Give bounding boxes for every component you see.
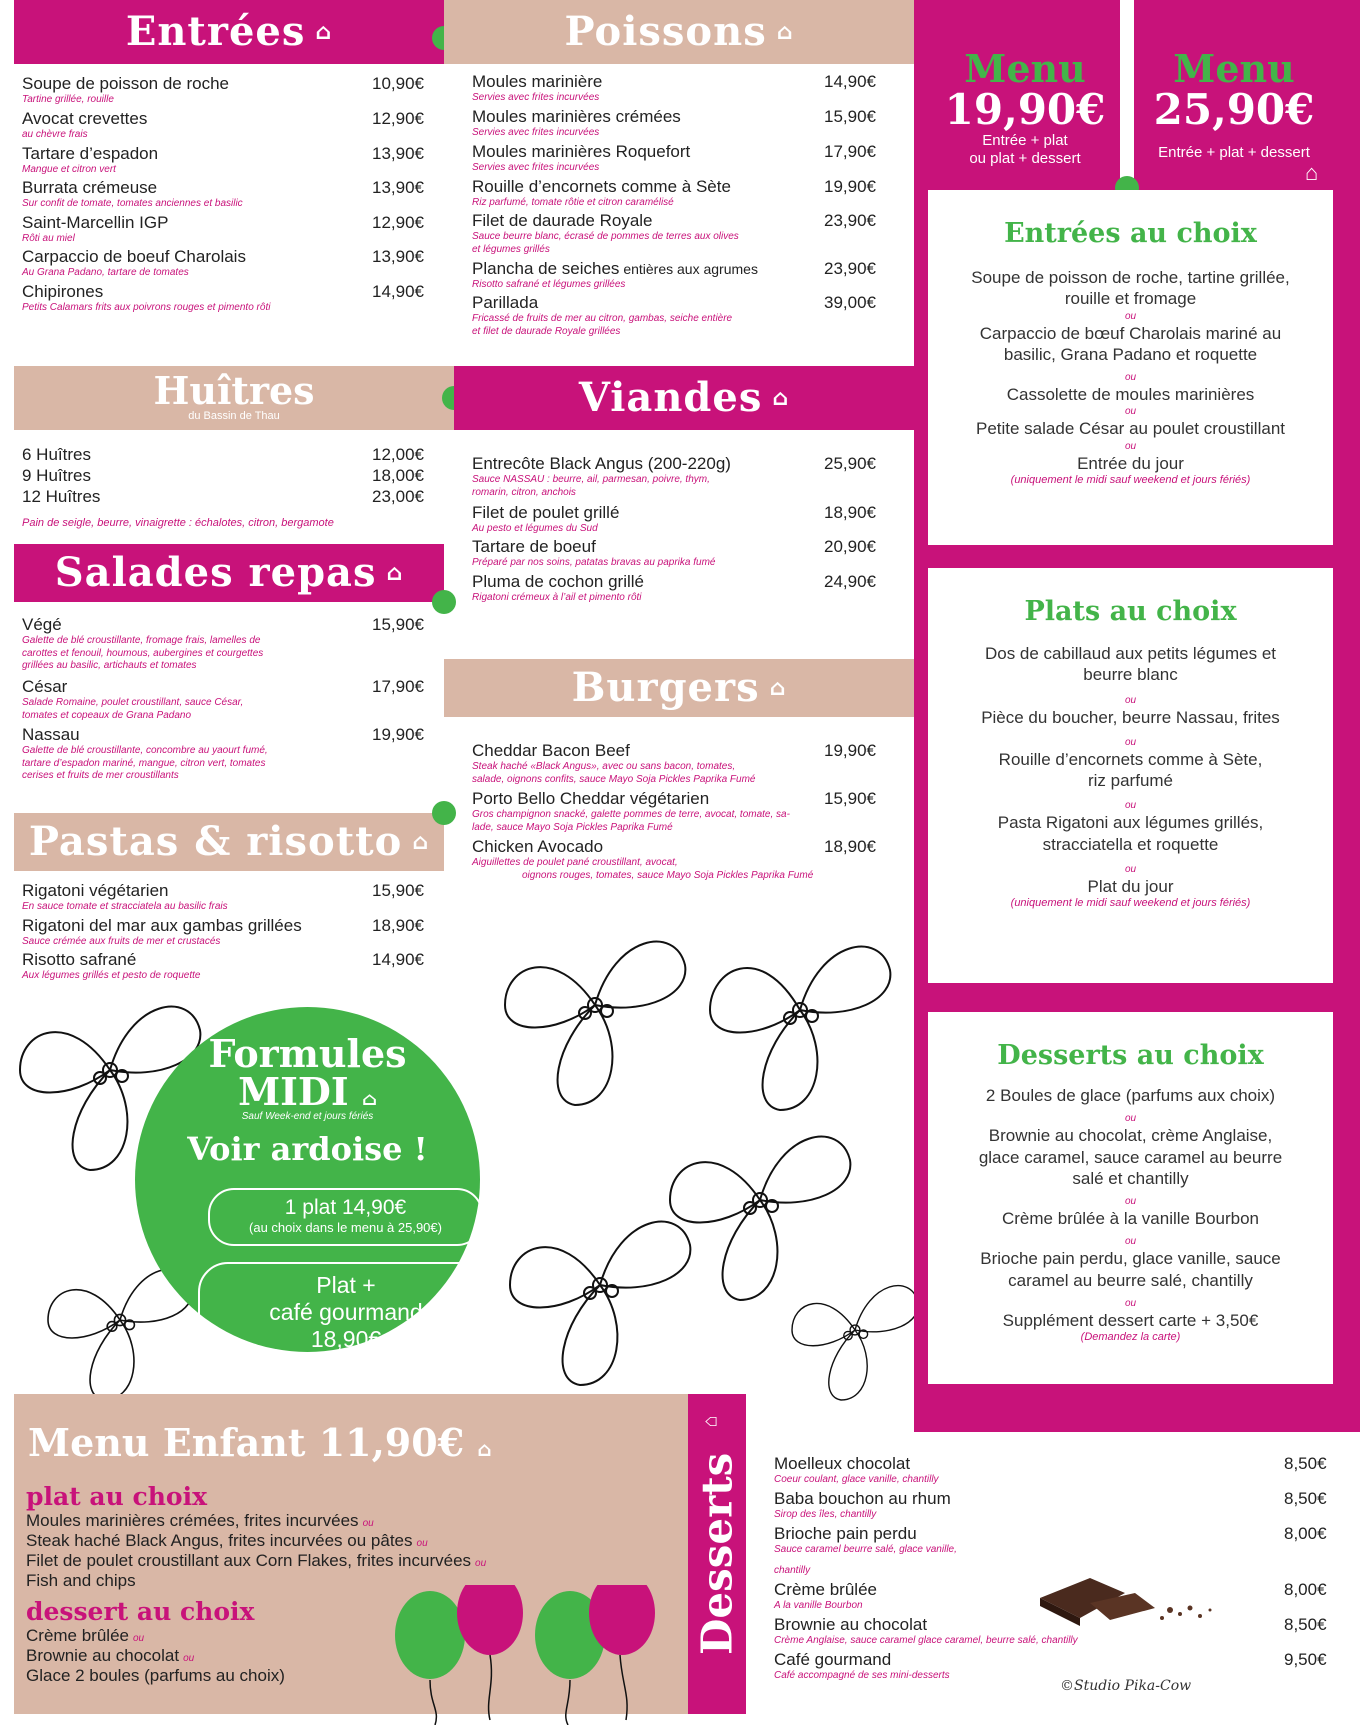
item-name-small: entières aux agrumes — [619, 261, 758, 277]
item-name: Baba bouchon au rhum — [774, 1489, 951, 1508]
pill-line: Plat + — [316, 1272, 376, 1298]
flower — [792, 1286, 914, 1400]
choice-line: Petite salade César au poulet croustillant — [975, 419, 1285, 439]
item-price: 20,90€ — [824, 537, 876, 556]
signature: ©Studio Pika-Cow — [1060, 1678, 1192, 1694]
choice-line: stracciatella et roquette — [1042, 834, 1219, 854]
item-name: Soupe de poisson de roche — [22, 74, 229, 93]
item-name: Tartare d’espadon — [22, 144, 159, 163]
plat-choix-title: plat au choix — [26, 1482, 207, 1511]
choice-line: beurre blanc — [1083, 665, 1178, 685]
menu-item — [22, 466, 432, 486]
separator: ou — [1124, 863, 1137, 875]
item-desc: lade, sauce Mayo Soja Pickles Paprika Fumé — [472, 821, 673, 833]
item-name: Carpaccio de boeuf Charolais — [22, 247, 246, 266]
item-desc: chantilly — [774, 1564, 811, 1576]
item-name: Tartare de boeuf — [472, 537, 596, 556]
separator: ou — [1124, 1297, 1137, 1309]
menu-item — [472, 572, 884, 605]
menu-item — [774, 1454, 1334, 1487]
item-desc: cerises et fruits de mer croustillants — [22, 770, 179, 781]
item-price: 9,50€ — [1284, 1650, 1327, 1669]
item-price: 13,90€ — [372, 144, 424, 163]
separator: ou — [362, 1518, 374, 1529]
item-price: 12,00€ — [372, 445, 424, 464]
item-price: 10,90€ — [372, 74, 424, 93]
item-price: 15,90€ — [372, 881, 424, 900]
kid-item — [26, 1531, 486, 1551]
choice-line: basilic, Grana Padano et roquette — [1003, 344, 1258, 364]
choice-line: Pièce du boucher, beurre Nassau, frites — [981, 707, 1280, 727]
item-name: Brownie au chocolat — [774, 1615, 928, 1634]
choice-note: (Demandez la carte) — [1080, 1331, 1181, 1343]
separator: ou — [1124, 1196, 1137, 1207]
formule-pill-2 — [198, 1262, 494, 1360]
item-desc: Servies avec frites incurvées — [472, 127, 600, 138]
poissons-title: Poissons — [564, 8, 767, 55]
entrees-choix-title: Entrées au choix — [1004, 218, 1257, 249]
separator: ou — [416, 1538, 428, 1549]
huitres-title: Huîtres — [153, 368, 315, 413]
item-desc: Rigatoni crémeux à l’ail et pimento rôti — [472, 592, 642, 603]
separator: ou — [1124, 1236, 1137, 1248]
flower — [670, 1137, 850, 1300]
item-price: 8,00€ — [1284, 1580, 1327, 1599]
separator: ou — [183, 1653, 195, 1664]
separator: ou — [1124, 800, 1137, 812]
item-desc: Rôti au miel — [22, 233, 75, 244]
gluten-free-icon: ⌂ — [1305, 160, 1319, 185]
frame-divider — [1120, 0, 1134, 188]
balloons-illustration — [390, 1585, 660, 1725]
voir-ardoise: Voir ardoise ! — [187, 1130, 428, 1168]
item-price: 8,50€ — [1284, 1454, 1327, 1473]
item-desc: Crème Anglaise, sauce caramel glace caramel, beurre salé, chantilly — [774, 1635, 1078, 1646]
menu-item — [472, 503, 884, 536]
flower — [710, 947, 890, 1110]
kid-item-text: Fish and chips — [26, 1571, 136, 1590]
choice-line: Dos de cabillaud aux petits légumes et — [984, 644, 1277, 663]
item-name: Café gourmand — [774, 1650, 892, 1669]
item-price: 12,90€ — [372, 109, 424, 128]
item-name: 9 Huîtres — [22, 466, 91, 485]
item-desc: Galette de blé croustillante, concombre au yaourt fumé, — [22, 745, 268, 756]
menu-enfant-title — [28, 1420, 492, 1465]
menu-item — [22, 487, 432, 507]
item-desc: et filet de daurade Royale grillées — [472, 325, 621, 337]
menu-item — [472, 741, 884, 786]
huitres-subtitle: du Bassin de Thau — [188, 410, 280, 422]
item-name: César — [22, 677, 68, 696]
balloon — [457, 1585, 523, 1655]
item-desc: Sauce NASSAU : beurre, ail, parmesan, poivre, thym, — [472, 474, 710, 485]
item-desc: Servies avec frites incurvées — [472, 162, 600, 173]
gluten-free-icon: ⌂ — [776, 19, 794, 45]
item-price: 19,90€ — [824, 177, 876, 196]
dessert-choix-title: dessert au choix — [26, 1597, 255, 1626]
kid-item — [26, 1551, 486, 1571]
item-desc: salade, oignons confits, sauce Mayo Soja Pickles Paprika Fumé — [472, 773, 756, 785]
item-desc: Gros champignon snacké, galette pommes de terre, avocat, tomate, sa- — [472, 809, 790, 820]
salades-title: Salades repas — [54, 549, 377, 596]
item-name: Saint-Marcellin IGP — [22, 213, 169, 232]
item-price: 17,90€ — [372, 677, 424, 696]
choice-line: 2 Boules de glace (parfums aux choix) — [985, 1086, 1276, 1105]
item-price: 19,90€ — [824, 741, 876, 760]
item-price: 18,90€ — [824, 837, 876, 856]
item-name: Parillada — [472, 293, 539, 312]
menu-label: Menu — [1173, 46, 1295, 91]
item-price: 24,90€ — [824, 572, 876, 591]
entrees-choix-card — [928, 190, 1333, 545]
plats-choix-title: Plats au choix — [1024, 596, 1237, 627]
choice-line: salé et chantilly — [1072, 1168, 1189, 1188]
choice-note: (uniquement le midi sauf weekend et jours fériés) — [1010, 473, 1251, 486]
item-desc: Sauce crémée aux fruits de mer et crustacés — [22, 936, 221, 947]
item-desc: grillées au basilic, artichauts et tomates — [22, 660, 197, 671]
pill-line: 18,90€ — [310, 1326, 382, 1352]
item-name: Rigatoni del mar aux gambas grillées — [22, 916, 302, 935]
item-name: Brioche pain perdu — [774, 1524, 917, 1543]
item-desc: au chèvre frais — [22, 129, 88, 140]
menu-item — [472, 177, 884, 210]
item-desc: Coeur coulant, glace vanille, chantilly — [774, 1474, 939, 1485]
pill-line: 1 plat 14,90€ — [284, 1196, 407, 1219]
item-name — [472, 259, 884, 279]
item-desc: Au pesto et légumes du Sud — [472, 523, 598, 534]
formule-pill-1 — [208, 1188, 483, 1246]
item-desc: A la vanille Bourbon — [774, 1600, 863, 1611]
menu-item — [22, 213, 432, 246]
item-desc: Sauce beurre blanc, écrasé de pommes de terres aux olives — [472, 231, 739, 242]
item-desc: romarin, citron, anchois — [472, 486, 576, 498]
item-price: 15,90€ — [372, 615, 424, 634]
choice-line: Entrée du jour — [1077, 453, 1184, 473]
separator: ou — [1124, 310, 1137, 322]
menu-item — [472, 293, 884, 338]
item-desc: Sirop des îles, chantilly — [774, 1509, 877, 1520]
menu-item — [22, 725, 432, 783]
menu-item — [774, 1489, 1334, 1522]
gluten-free-icon: ⌂ — [386, 560, 404, 586]
item-price: 23,00€ — [372, 487, 424, 506]
choice-line: Plat du jour — [1087, 876, 1174, 896]
separator: ou — [1124, 440, 1137, 452]
item-name: Porto Bello Cheddar végétarien — [472, 789, 710, 808]
salades-header — [14, 544, 444, 602]
item-price: 13,90€ — [372, 247, 424, 266]
kid-item-text: Filet de poulet croustillant aux Corn Flakes, frites incurvées — [26, 1551, 472, 1570]
menu-item — [472, 107, 884, 140]
balloon — [395, 1591, 465, 1679]
menu-item — [22, 445, 432, 465]
gluten-free-icon: ⌂ — [412, 829, 430, 855]
poissons-header — [444, 0, 914, 64]
kid-item-text: Crème brûlée — [26, 1626, 129, 1645]
item-desc: et légumes grillés — [472, 243, 550, 255]
item-price: 18,90€ — [372, 916, 424, 935]
item-name: Filet de poulet grillé — [472, 503, 620, 522]
item-name: Burrata crémeuse — [22, 178, 158, 197]
gluten-free-icon: ⌂ — [361, 1089, 377, 1110]
desserts-choix-title: Desserts au choix — [997, 1040, 1264, 1071]
item-price: 14,90€ — [372, 282, 424, 301]
pastas-title: Pastas & risotto — [28, 818, 403, 865]
kid-item-text: Steak haché Black Angus, frites incurvées ou pâtes — [26, 1531, 413, 1550]
menu-label: Menu — [964, 46, 1086, 91]
item-name: Pluma de cochon grillé — [472, 572, 644, 591]
separator: ou — [133, 1633, 145, 1644]
menu-item — [22, 615, 432, 673]
plats-choix-card — [928, 568, 1333, 983]
flower — [510, 1222, 690, 1385]
item-desc: Salade Romaine, poulet croustillant, sauce César, — [22, 697, 244, 708]
item-price: 19,90€ — [372, 725, 424, 744]
item-name: Moules marinière — [472, 72, 603, 91]
item-price: 15,90€ — [824, 107, 876, 126]
item-name: Rigatoni végétarien — [22, 881, 169, 900]
green-dot — [432, 590, 456, 614]
item-name: Filet de daurade Royale — [472, 211, 653, 230]
item-name-main: Plancha de seiches — [472, 259, 620, 278]
menu-1990 — [930, 46, 1120, 168]
pill-line: café gourmand — [269, 1299, 423, 1325]
choice-line: Rouille d’encornets comme à Sète, — [998, 749, 1263, 769]
item-price: 13,90€ — [372, 178, 424, 197]
item-desc: Sauce caramel beurre salé, glace vanille, — [774, 1544, 957, 1555]
green-dot — [432, 801, 456, 825]
item-price: 18,00€ — [372, 466, 424, 485]
item-desc: Mangue et citron vert — [22, 164, 116, 175]
item-desc: Aux légumes grillés et pesto de roquette — [22, 970, 201, 981]
kid-item — [26, 1511, 486, 1531]
kid-item-text: Brownie au chocolat — [26, 1646, 180, 1665]
item-name: Végé — [22, 615, 62, 634]
desserts-vertical-header — [688, 1394, 746, 1714]
desserts-title: Desserts — [692, 1452, 742, 1656]
choice-line: glace caramel, sauce caramel au beurre — [978, 1147, 1283, 1167]
item-name: Nassau — [22, 725, 80, 744]
item-desc: Tartine grillée, rouille — [22, 94, 114, 105]
menu-item — [774, 1650, 1334, 1683]
separator: ou — [1124, 406, 1137, 418]
menu-item — [22, 282, 432, 315]
menu-item — [472, 537, 884, 570]
menu-item — [472, 789, 884, 834]
item-price: 17,90€ — [824, 142, 876, 161]
menu-item — [22, 144, 432, 177]
item-desc: Aiguillettes de poulet pané croustillant, avocat, — [472, 857, 678, 868]
item-price: 8,50€ — [1284, 1489, 1327, 1508]
separator: ou — [1124, 736, 1137, 748]
menu-line: ou plat + dessert — [969, 150, 1081, 168]
kid-item-text: Glace 2 boules (parfums au choix) — [26, 1666, 285, 1685]
choice-line: rouille et fromage — [1064, 289, 1197, 309]
menu-item — [472, 259, 884, 292]
item-name: Moules marinières Roquefort — [472, 142, 691, 161]
huitres-header — [14, 366, 454, 430]
item-desc: tartare d’espadon mariné, mangue, citron vert, tomates — [22, 757, 266, 769]
menu-item — [472, 454, 884, 499]
separator: ou — [1124, 694, 1137, 706]
item-desc: Steak haché «Black Angus», avec ou sans bacon, tomates, — [472, 761, 736, 772]
menu-item — [22, 74, 432, 107]
item-price: 8,00€ — [1284, 1524, 1327, 1543]
item-desc: Risotto safrané et légumes grillées — [472, 279, 626, 290]
item-desc: Servies avec frites incurvées — [472, 92, 600, 103]
menu-item — [22, 109, 432, 142]
menu-price: 19,90€ — [944, 85, 1106, 134]
item-name: Risotto safrané — [22, 950, 137, 969]
formules-midi-label: MIDI — [238, 1069, 349, 1114]
item-desc: Petits Calamars frits aux poivrons rouges et pimento rôti — [22, 302, 271, 313]
item-price: 18,90€ — [824, 503, 876, 522]
gluten-free-icon: ⌂ — [772, 385, 790, 411]
choice-line: Crème brûlée à la vanille Bourbon — [1001, 1209, 1260, 1228]
viandes-header — [454, 366, 914, 430]
menu-line: Entrée + plat + dessert — [1158, 144, 1310, 162]
gluten-free-icon: ⌂ — [477, 1437, 492, 1461]
item-desc: Riz parfumé, tomate rôtie et citron caramélisé — [472, 197, 674, 208]
choice-line: riz parfumé — [1087, 771, 1174, 790]
item-name: Crème brûlée — [774, 1580, 877, 1599]
menu-item — [472, 211, 884, 256]
item-name: Entrecôte Black Angus (200-220g) — [472, 454, 731, 473]
item-desc: Café accompagné de ses mini-desserts — [774, 1670, 950, 1681]
item-desc: oignons rouges, tomates, sauce Mayo Soja Pickles Paprika Fumé — [522, 869, 814, 881]
choice-line: Brownie au chocolat, crème Anglaise, — [988, 1126, 1273, 1146]
item-name: Chicken Avocado — [472, 837, 604, 856]
pastas-header — [14, 813, 444, 871]
gluten-free-icon: ⌂ — [315, 19, 333, 45]
burgers-header — [444, 659, 914, 717]
kid-item-text: Moules marinières crémées, frites incurvées — [26, 1511, 359, 1530]
menu-item — [472, 837, 884, 882]
pill-line: (au choix dans le menu à 25,90€) — [249, 1220, 442, 1235]
item-price: 14,90€ — [372, 950, 424, 969]
item-name: Moelleux chocolat — [774, 1454, 911, 1473]
choice-line: Carpaccio de bœuf Charolais mariné au — [979, 323, 1282, 343]
menu-line: Entrée + plat — [982, 132, 1068, 150]
choice-line: Brioche pain perdu, glace vanille, sauce — [980, 1249, 1281, 1269]
item-name: 6 Huîtres — [22, 445, 91, 464]
item-name: Moules marinières crémées — [472, 107, 681, 126]
item-price: 8,50€ — [1284, 1615, 1327, 1634]
item-desc: Préparé par nos soins, patatas bravas au paprika fumé — [472, 557, 716, 568]
item-name: 12 Huîtres — [22, 487, 101, 506]
item-desc: Au Grana Padano, tartare de tomates — [22, 267, 189, 278]
formules-midi — [135, 1069, 480, 1114]
separator: ou — [475, 1558, 487, 1569]
menu-2590 — [1134, 46, 1334, 162]
menu-item — [472, 72, 884, 105]
item-name: Chipirones — [22, 282, 104, 301]
item-price: 23,90€ — [824, 211, 876, 230]
gluten-free-icon: ⌂ — [699, 1415, 722, 1428]
choice-line: Cassolette de moules marinières — [1006, 385, 1255, 404]
item-price: 14,90€ — [824, 72, 876, 91]
brownie-illustration — [1030, 1568, 1230, 1628]
item-price: 15,90€ — [824, 789, 876, 808]
gluten-free-icon: ⌂ — [769, 675, 787, 701]
menu-item — [472, 142, 884, 175]
separator: ou — [1124, 372, 1137, 383]
choice-line: Supplément dessert carte + 3,50€ — [1002, 1310, 1259, 1330]
flower — [505, 942, 685, 1105]
item-desc: Sur confit de tomate, tomates anciennes et basilic — [22, 198, 243, 209]
item-price: 25,90€ — [824, 454, 876, 473]
choice-line: caramel au beurre salé, chantilly — [1008, 1270, 1253, 1290]
item-desc: En sauce tomate et stracciatela au basilic frais — [22, 901, 228, 912]
desserts-choix-card — [928, 1012, 1333, 1384]
enfant-title-text: Menu Enfant 11,90€ — [28, 1420, 465, 1465]
separator: ou — [1124, 1113, 1137, 1125]
item-desc: tomates et copeaux de Grana Padano — [22, 709, 192, 721]
item-price: 12,90€ — [372, 213, 424, 232]
huitres-note: Pain de seigle, beurre, vinaigrette : échalotes, citron, bergamote — [22, 517, 334, 529]
formules-sub: Sauf Week-end et jours fériés — [241, 1111, 374, 1122]
menu-item — [22, 247, 432, 280]
item-desc: carottes et fenouil, houmous, aubergines et courgettes — [22, 647, 264, 659]
viandes-title: Viandes — [578, 374, 763, 421]
choice-line: Pasta Rigatoni aux légumes grillés, — [997, 813, 1264, 833]
item-name: Cheddar Bacon Beef — [472, 741, 630, 760]
choice-note: (uniquement le midi sauf weekend et jours fériés) — [1010, 897, 1251, 909]
menu-price: 25,90€ — [1153, 85, 1315, 134]
menu-item — [22, 677, 432, 722]
burgers-title: Burgers — [571, 664, 760, 711]
menu-item — [22, 178, 432, 211]
entrees-header — [14, 0, 444, 64]
item-desc: Galette de blé croustillante, fromage frais, lamelles de — [22, 635, 261, 646]
item-name: Rouille d’encornets comme à Sète — [472, 177, 731, 196]
item-name: Avocat crevettes — [22, 109, 148, 128]
item-price: 39,00€ — [824, 293, 876, 312]
formules-title: Formules — [208, 1031, 407, 1076]
choice-line: Soupe de poisson de roche, tartine grillée, — [971, 268, 1290, 287]
flower — [48, 1269, 192, 1400]
item-desc: Fricassé de fruits de mer au citron, gambas, seiche entière — [472, 313, 733, 324]
entrees-title: Entrées — [125, 8, 306, 55]
item-price: 23,90€ — [824, 259, 876, 278]
